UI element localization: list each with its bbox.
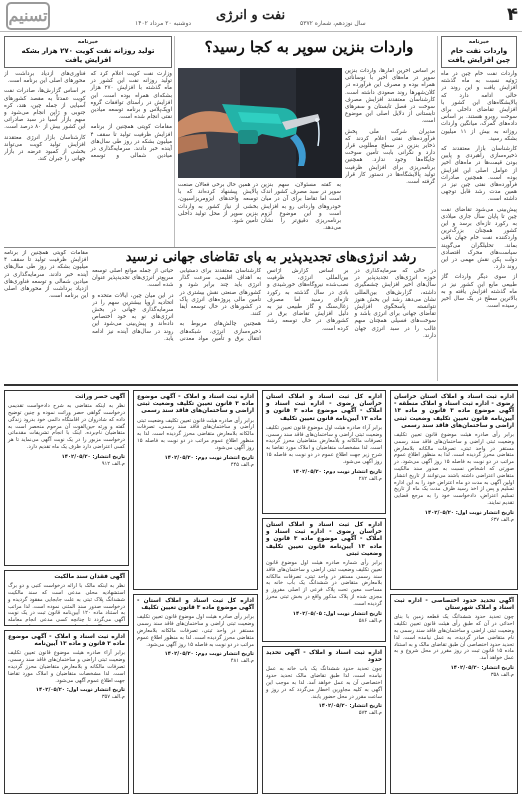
- masthead: [0, 0, 522, 32]
- left-news-kicker: خبرنامه: [77, 39, 99, 45]
- legal-notice: [390, 390, 518, 590]
- left-news-paragraph: مقامات کویتی همچنین از برنامه افزایش ظرفیت تولید تا سقف ۴ میلیون بشکه در روز طی سال‌های آینده خبر دادند. سرمایه‌گذاری در میادین شمالی و توسعه فناوری‌های ازدیاد برداشت از محورهای اصلی این برنامه است.: [4, 250, 88, 300]
- notice-title: اداره ثبت اسناد و املاک استان خراسان رضوی - اداره ثبت اسناد و املاک منطقه - آگهی موضوع ماده ۳ قانون و ماده ۱۳ آیین‌نامه قانون تعیین تکلیف وضعیت ثبتی اراضی و ساختمان‌های فاقد سند رسمی: [394, 394, 515, 429]
- notice-date: تاریخ انتشار: ۱۴۰۲/۰۵/۲۰: [318, 703, 382, 710]
- notice-title: اداره کل ثبت اسناد و املاک استان خراسان رضوی - اداره ثبت اسناد و املاک - آگهی موضوع ماده ۳ قانون و ماده ۱۳ آیین‌نامه قانون تعیین تکلیف: [266, 394, 382, 422]
- left-news-paragraph: کارشناسان بازار انرژی معتقدند افزایش تولید کویت می‌تواند بخشی از کمبود عرضه در بازار جهانی را جبران کند.: [4, 134, 86, 163]
- page-number: ۴: [507, 4, 518, 25]
- notice-title: آگهی تحدید حدود اختصاصی - اداره ثبت اسناد و املاک شهرستان: [394, 598, 514, 612]
- left-news-body: [4, 71, 172, 163]
- notice-date: تاریخ انتشار نوبت دوم: ۱۴۰۲/۰۵/۲۰: [164, 454, 254, 461]
- notice-body: چون تحدید حدود ششدانگ یک قطعه زمین با بنای احداثی در آن که طبق رأی هیئت قانون تعیین تکلیف وضعیت ثبتی اراضی و ساختمان‌های فاقد سند رسمی به نام متقاضی صادر گردیده، به عمل نیامده است. لذا تحدید حدود اختصاصی آن طبق تقاضای مالک و به استناد ماده ۱۵ قانون ثبت در روز مقرر در محل شروع و به عمل خواهد آمد.: [394, 614, 514, 662]
- renewables-article-paragraph: در این میان چین، ایالات متحده و اتحادیه اروپا بیشترین سهم را در سرمایه‌گذاری جهانی در بخش انرژی‌های نو به خود اختصاص داده‌اند و پیش‌بینی می‌شود این روند در سال‌های آینده نیز ادامه یابد.: [92, 292, 174, 342]
- notice-code: م.الف ۹۱۲: [101, 460, 125, 467]
- notice-body: چون تحدید حدود ششدانگ یک باب خانه به عمل نیامده است، لذا طبق تقاضای مالک تحدید حدود اختصاصی آن به عمل خواهد آمد. لذا به موجب این آگهی به کلیه مجاورین اخطار می‌گردد که در روز و ساعت مقرر در محل حضور یابند.: [266, 666, 382, 700]
- notice-title: اداره کل ثبت اسناد و املاک استان - آگهی موضوع ماده ۳ قانون تعیین تکلیف: [137, 598, 254, 612]
- legal-notice: [4, 630, 129, 794]
- notice-code: م.الف ۵۷۳: [358, 710, 382, 717]
- legal-notice: [390, 594, 518, 794]
- notice-title: اداره ثبت اسناد و املاک - آگهی تحدید حدود: [266, 650, 382, 664]
- notice-body: برابر رأی شماره صادره هیئت اول موضوع قانون تعیین تکلیف وضعیت ثبتی اراضی و ساختمان‌های فاقد سند رسمی مستقر در واحد ثبتی، تصرفات مالکانه بلامعارض متقاضی در ششدانگ یک باب خانه به مساحت معین تحت پلاک فرعی از اصلی مفروز و مجزی شده از پلاک مذکور واقع در بخش ثبتی محرز گردیده است.: [266, 560, 382, 607]
- notice-date: تاریخ انتشار نوبت اول: ۱۴۰۲/۰۵/۲۰: [424, 509, 514, 516]
- section-title: نفت و انرژی: [216, 8, 286, 23]
- lead-article-column-left: [178, 182, 258, 244]
- notice-body: نظر به اینکه متقاضی به شرح دادخواست تقدیمی درخواست گواهی حصر وراثت نموده و چنین توضیح داده که شادروان در اقامتگاه دائمی خود بدرود زندگی گفته و ورثه حین‌الفوت آن مرحوم منحصر است به متقاضیان نام‌برده. اینک با انجام تشریفات مقدماتی درخواست مزبور را در یک نوبت آگهی می‌نماید تا هر کسی اعتراضی دارد ظرف یک ماه تقدیم دارد.: [8, 403, 125, 450]
- right-news-kicker: خبرنامه: [468, 39, 490, 45]
- column-divider: [437, 36, 438, 381]
- notice-code: م.الف ۲۸۲: [358, 475, 382, 482]
- notice-body: برابر رأی صادره هیئت اول موضوع قانون تعیین تکلیف وضعیت ثبتی اراضی و ساختمان‌های فاقد سند رسمی مستقر در واحد ثبتی، تصرفات مالکانه بلامعارض متقاضی محرز گردیده است. لذا به منظور اطلاع عموم مراتب در دو نوبت به فاصله ۱۵ روز آگهی می‌شود.: [137, 614, 254, 648]
- notice-title: آگهی حصر وراثت: [75, 394, 125, 400]
- notice-date: تاریخ انتشار نوبت دوم: ۱۴۰۲/۰۵/۲۰: [164, 651, 254, 658]
- legal-notice: [4, 390, 129, 566]
- column-divider: [174, 36, 175, 248]
- issue-date: دوشنبه ۲۰ مرداد ۱۴۰۲: [135, 20, 192, 27]
- notice-title: اداره کل ثبت اسناد و املاک استان خراسان رضوی - اداره ثبت اسناد و املاک - آگهی موضوع ماده ۳ قانون و ماده ۱۳ آیین‌نامه قانون تعیین تکلیف وضعیت ثبتی: [266, 522, 382, 557]
- legal-notice: [262, 646, 386, 794]
- legal-notice: [133, 390, 258, 590]
- notice-body: برابر آراء صادره هیئت موضوع قانون تعیین تکلیف وضعیت ثبتی اراضی و ساختمان‌های فاقد سند رسمی، تصرفات مالکانه و بلامعارض متقاضیان محرز گردیده است. لذا مشخصات متقاضیان و املاک مورد تقاضا جهت اطلاع عموم آگهی می‌شود.: [8, 650, 125, 684]
- lead-article-paragraph: بر اساس آخرین آمارها، واردات بنزین سوپر در ماه‌های اخیر با نوساناتی همراه بوده و مصرف این فرآورده در کلان‌شهرها روند صعودی داشته است. کارشناسان معتقدند افزایش مصرف سوخت در فصل تابستان و سفرهای تابستانی از دلایل اصلی این موضوع است.: [345, 68, 435, 125]
- left-news-header: [4, 36, 172, 68]
- renewables-article-paragraph: بر اساس گزارش آژانس بین‌المللی انرژی، ظرفیت نصب‌شده نیروگاه‌های خورشیدی و بادی در سال گذشته به رکورد تازه‌ای رسید اما مصرف زغال‌سنگ و گاز طبیعی نیز به دلیل افزایش تقاضای برق در کشورهای در حال توسعه رشد کرده است.: [267, 268, 349, 332]
- lead-article-paragraph: به گفته مسئولان، سهم بنزین سوپر در سبد مصرف کشور اندک است اما تقاضا برای آن در میان خودروهای وارداتی رو به افزایش است و این موضوع لزوم برنامه‌ریزی دقیق‌تر را نشان می‌دهد.: [261, 182, 341, 232]
- notice-code: م.الف ۳۵۸: [490, 671, 514, 678]
- left-news-continuation: [4, 250, 88, 380]
- notice-date: تاریخ انتشار: ۱۴۰۲/۰۵/۲۰: [61, 453, 125, 460]
- legal-notice: [4, 570, 129, 626]
- fuel-nozzle-illustration: [178, 68, 342, 178]
- notice-date: تاریخ انتشار نوبت اول: ۱۴۰۲/۰۵/۰۵: [292, 610, 382, 617]
- issue-number: سال نوزدهم، شماره ۵۳۷۲: [300, 20, 366, 27]
- right-news-paragraph: از سوی دیگر واردات گاز طبیعی مایع این کشور نیز در ماه گذشته افزایش یافته و به بالاترین سطح در یک سال اخیر رسیده است.: [441, 274, 517, 310]
- notice-body: برابر رأی صادره هیئت موضوع قانون تعیین تکلیف وضعیت ثبتی اراضی و ساختمان‌های فاقد سند رسمی مستقر در واحد ثبتی، تصرفات مالکانه بلامعارض متقاضی محرز گردیده است. لذا به منظور اطلاع عموم مراتب در دو نوبت به فاصله ۱۵ روز آگهی می‌شود. در صورتی که اشخاص نسبت به صدور سند مالکیت متقاضی اعتراضی داشته باشند می‌توانند از تاریخ انتشار اولین آگهی به مدت دو ماه اعتراض خود را به این اداره تسلیم و پس از اخذ رسید ظرف مدت یک ماه از تاریخ تسلیم اعتراض، دادخواست خود را به مرجع قضایی تقدیم نمایند.: [394, 432, 514, 506]
- notice-title: اداره ثبت اسناد و املاک - آگهی موضوع ماده ۳ قانون تعیین تکلیف وضعیت ثبتی اراضی و ساختمان‌های فاقد سند رسمی: [137, 394, 254, 415]
- left-news-paragraph: وزارت نفت کویت اعلام کرد که تولید روزانه نفت این کشور در ماه گذشته با افزایش ۲۷۰ هزار بشکه‌ای همراه بوده است. این افزایش در راستای توافقات گروه اوپک‌پلاس و برنامه توسعه میادین نفتی انجام شده است.: [90, 71, 172, 121]
- notice-date: تاریخ انتشار: ۱۴۰۲/۰۵/۲۰: [450, 664, 514, 671]
- left-news-title: تولید روزانه نفت کویت ۲۷۰ هزار بشکه افزایش یافت: [21, 47, 155, 64]
- notice-body: برابر آراء صادره هیئت اول موضوع قانون تعیین تکلیف وضعیت ثبتی اراضی و ساختمان‌های فاقد سند رسمی، تصرفات مالکانه و بلامعارض متقاضیان محرز گردیده است. لذا مشخصات متقاضیان و املاک مورد تقاضا به شرح زیر جهت اطلاع عموم در دو نوبت به فاصله ۱۵ روز آگهی می‌شود.: [266, 424, 382, 465]
- notice-code: م.الف ۶۳۷: [490, 516, 514, 523]
- right-news-paragraph: کارشناسان بازار معتقدند که ذخیره‌سازی راهبردی و پایین بودن قیمت‌ها در ماه‌های اخیر از عوامل اصلی این افزایش بوده است. همچنین صادرات فرآورده‌های نفتی چین نیز در همین مدت رشد قابل توجهی داشته است.: [441, 146, 517, 203]
- lead-article-paragraph: در همین حال برخی فعالان صنعت پالایش پیشنهاد کرده‌اند که با توسعه واحدهای ایزومریزاسیون، بخشی از نیاز کشور به واردات بنزین سوپر از محل تولید داخلی تأمین شود.: [178, 182, 258, 225]
- notice-code: م.الف ۴۸۱: [230, 658, 254, 665]
- lead-article-title: واردات بنزین سوپر به کجا رسید؟: [204, 38, 414, 56]
- renewables-article-paragraph: در حالی که سرمایه‌گذاری در حوزه انرژی‌های تجدیدپذیر در سال‌های اخیر افزایش چشمگیری داشته، گزارش‌های بین‌المللی نشان می‌دهد رشد این بخش هنوز نتوانسته پاسخگوی افزایش تقاضای جهانی برای انرژی باشد و سوخت‌های فسیلی همچنان سهم غالب را در سبد انرژی جهان دارند.: [354, 268, 436, 339]
- right-news-header: [441, 36, 517, 68]
- newspaper-logo: تسنیم: [6, 2, 50, 30]
- notice-date: تاریخ انتشار نوبت اول: ۱۴۰۲/۰۵/۲۰: [35, 687, 125, 694]
- section-divider: [4, 384, 518, 386]
- notice-code: م.الف ۳۵۷: [101, 694, 125, 701]
- legal-notice: [262, 390, 386, 514]
- legal-notice: [133, 594, 258, 794]
- right-news-title: واردات نفت خام چین افزایش یافت: [447, 47, 511, 64]
- notice-date: تاریخ انتشار نوبت دوم: ۱۴۰۲/۰۵/۲۰: [292, 468, 382, 475]
- notice-body: برابر رأی صادره هیئت قانون تعیین تکلیف وضعیت ثبتی اراضی و ساختمان‌های فاقد سند رسمی، تصرفات مالکانه بلامعارض متقاضی محرز گردیده است. لذا به منظور اطلاع عموم مراتب در دو نوبت به فاصله ۱۵ روز آگهی می‌شود.: [137, 417, 254, 451]
- right-news-paragraph: پیش‌بینی می‌شود تقاضای نفت چین تا پایان سال جاری میلادی به رکورد تازه‌ای برسد و این کشور همچنان بزرگ‌ترین واردکننده نفت خام جهان باقی بماند. تحلیلگران می‌گویند سیاست‌های محرک اقتصادی دولت پکن نقش مهمی در این روند دارد.: [441, 206, 517, 271]
- left-news-column: [4, 36, 172, 246]
- notice-code: م.الف ۵۸۶: [358, 617, 382, 624]
- left-news-paragraph: مقامات کویتی همچنین از برنامه افزایش ظرفیت تولید تا سقف ۴ میلیون بشکه در روز طی سال‌های آینده خبر دادند. سرمایه‌گذاری در میادین شمالی و توسعه فناوری‌های ازدیاد برداشت از محورهای اصلی این برنامه است.: [4, 71, 172, 160]
- notice-code: م.الف ۴۴۵: [230, 461, 254, 468]
- renewables-article-title: رشد انرژی‌های تجدیدپذیر به پای تقاضای جهانی نرسید: [125, 250, 417, 265]
- legal-notice: [262, 518, 386, 642]
- section-divider: [4, 247, 436, 248]
- notice-title: آگهی فقدان سند مالکیت: [54, 574, 125, 580]
- right-news-column: [441, 36, 517, 381]
- right-news-paragraph: واردات نفت خام چین در ماه ژوئیه نسبت به ماه گذشته افزایش یافت و این روند در حالی ادامه دارد که پالایشگاه‌های این کشور با افزایش تقاضای داخلی برای سوخت روبرو هستند. بر اساس داده‌های گمرک، میانگین واردات روزانه به بیش از ۱۱ میلیون بشکه رسید.: [441, 71, 517, 142]
- notice-body: نظر به اینکه مالک با ارائه درخواست کتبی و دو برگ استشهادیه محلی مدعی است که سند مالکیت ششدانگ پلاک ثبتی به علت جابجایی مفقود گردیده و درخواست صدور سند المثنی نموده است. لذا مراتب به استناد ماده ۱۲۰ آیین‌نامه قانون ثبت در یک نوبت آگهی می‌گردد تا چنانچه کسی مدعی انجام معامله: [8, 583, 125, 624]
- renewables-article-paragraph: کارشناسان معتقدند برای دستیابی به اهداف اقلیمی، سرعت گذار انرژی باید چند برابر شود و کشورهای صنعتی نقش بیشتری در تأمین مالی پروژه‌های انرژی پاک در کشورهای در حال توسعه ایفا کنند.: [179, 268, 261, 318]
- lead-article-column-right: [345, 68, 435, 244]
- lead-article-paragraph: مدیران شرکت ملی پخش فرآورده‌های نفتی اعلام کردند که ذخایر بنزین در سطح مطلوبی قرار دارد و نگرانی بابت تأمین سوخت جایگاه‌ها وجود ندارد. همچنین برنامه‌ریزی برای افزایش ظرفیت تولید پالایشگاه‌ها در دستور کار قرار گرفته است.: [345, 128, 435, 186]
- fuel-nozzle-photo: [178, 68, 342, 178]
- renewables-article-body: [92, 268, 436, 380]
- notice-title: اداره ثبت اسناد و املاک - آگهی موضوع ماده ۳ قانون و ماده ۱۳ آیین‌نامه: [8, 634, 125, 648]
- renewables-article-paragraph: همچنین چالش‌های مربوط به ذخیره‌سازی انرژی، شبکه‌های انتقال برق و تأمین مواد معدنی حیاتی از جمله موانع اصلی توسعه سریع‌تر انرژی‌های تجدیدپذیر عنوان شده است.: [92, 268, 261, 342]
- left-news-paragraph: بر اساس گزارش‌ها، صادرات نفت کویت عمدتاً به مقصد کشورهای آسیایی از جمله چین، هند، کره جنوبی و ژاپن انجام می‌شود و سهم بازار آسیا در سبد صادراتی این کشور بیش از ۸۰ درصد است.: [4, 88, 86, 131]
- lead-article-column-middle: [261, 182, 341, 244]
